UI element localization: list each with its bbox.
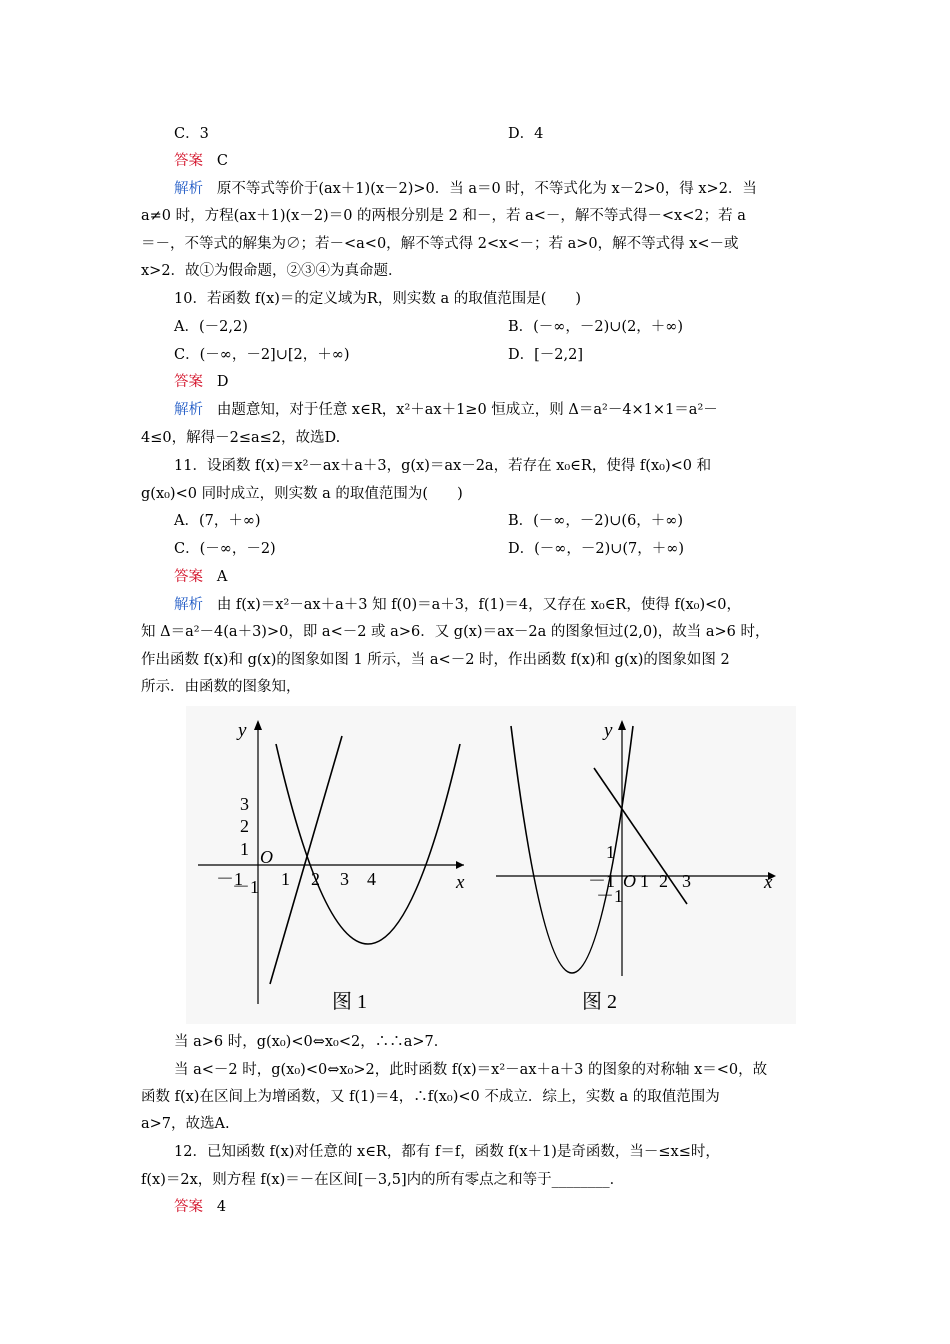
fig2-y-label: y — [604, 720, 613, 741]
function-graphs-figure — [186, 706, 796, 1024]
q10-answer — [174, 372, 228, 392]
q9-analysis-line-2: a≠0 时，方程(ax＋1)(x－2)＝0 的两根分别是 2 和－，若 a<－，解不等式得－<x<2；若 a — [141, 208, 746, 224]
q11-option-d: D．(－∞，－2)∪(7，＋∞) — [508, 541, 685, 557]
answer-value: D — [216, 374, 229, 390]
fig2-y-tick: 1 — [606, 842, 615, 862]
answer-value: C — [216, 153, 228, 169]
fig1-caption: 图 1 — [332, 991, 367, 1013]
q11-analysis-line-1 — [174, 595, 741, 615]
analysis-label: 解析 — [174, 597, 203, 613]
q11-stem-line-1: 11．设函数 f(x)＝x²－ax＋a＋3，g(x)＝ax－2a，若存在 x₀∈R，使得 f(x₀)<0 和 — [174, 458, 712, 474]
q11-option-c: C．(－∞，－2) — [174, 541, 276, 557]
q9-option-c: C．3 — [174, 126, 209, 142]
q10-option-d: D．[－2,2] — [508, 347, 583, 363]
answer-value: A — [216, 569, 228, 585]
fig2-caption: 图 2 — [582, 991, 617, 1013]
analysis-label: 解析 — [174, 181, 203, 197]
q11-answer — [174, 567, 227, 587]
q11-after-line-4: a>7，故选A. — [141, 1116, 230, 1132]
fig1-y-tick: 2 — [240, 816, 249, 836]
fig1-origin: O — [260, 847, 273, 867]
q11-stem-line-2: g(x₀)<0 同时成立，则实数 a 的取值范围为( ) — [141, 486, 463, 502]
fig1-x-tick: 3 — [340, 869, 349, 889]
answer-value: 4 — [216, 1199, 227, 1215]
q12-stem-line-2: f(x)＝2x，则方程 f(x)＝－在区间[－3,5]内的所有零点之和等于________． — [141, 1172, 625, 1188]
analysis-text: 由题意知，对于任意 x∈R，x²＋ax＋1≥0 恒成立，则 Δ＝a²－4×1×1＝a²－ — [216, 402, 718, 418]
q9-analysis-line-3: ＝－，不等式的解集为∅；若－<a<0，解不等式得 2<x<－；若 a>0，解不等式得 x<－或 — [141, 236, 739, 252]
analysis-text: 原不等式等价于(ax＋1)(x－2)>0．当 a＝0 时，不等式化为 x－2>0，得 x>2．当 — [216, 181, 757, 197]
answer-label: 答案 — [174, 374, 203, 390]
q12-stem-line-1: 12．已知函数 f(x)对任意的 x∈R，都有 f＝f，函数 f(x＋1)是奇函数，当－≤x≤时， — [174, 1144, 720, 1160]
fig1-x-tick: 1 — [281, 869, 290, 889]
q11-analysis-line-4: 所示．由函数的图象知， — [141, 679, 301, 695]
q11-after-line-3: 函数 f(x)在区间上为增函数，又 f(1)＝4，∴f(x₀)<0 不成立．综上，实数 a 的取值范围为 — [141, 1089, 720, 1105]
q12-answer — [174, 1197, 226, 1217]
q10-option-a: A．(－2,2) — [174, 319, 248, 335]
q11-analysis-line-2: 知 Δ＝a²－4(a＋3)>0，即 a<－2 或 a>6．又 g(x)＝ax－2a 的图象恒过(2,0)，故当 a>6 时， — [141, 624, 770, 640]
fig2-x-tick: 2 — [659, 871, 668, 891]
q11-option-a: A．(7，＋∞) — [174, 513, 261, 529]
fig1-y-tick: －1 — [232, 877, 259, 897]
answer-label: 答案 — [174, 569, 203, 585]
fig2-x-tick: －1 — [588, 871, 615, 891]
q9-option-d: D．4 — [508, 126, 544, 142]
analysis-text: 由 f(x)＝x²－ax＋a＋3 知 f(0)＝a＋3，f(1)＝4，又存在 x₀∈R，使得 f(x₀)<0， — [216, 597, 742, 613]
answer-label: 答案 — [174, 1199, 203, 1215]
q10-option-c: C．(－∞，－2]∪[2，＋∞) — [174, 347, 350, 363]
q9-answer — [174, 151, 228, 171]
fig2-origin: O — [623, 871, 636, 891]
q10-option-b: B．(－∞，－2)∪(2，＋∞) — [508, 319, 684, 335]
q11-option-b: B．(－∞，－2)∪(6，＋∞) — [508, 513, 684, 529]
fig1-y-tick: 3 — [240, 794, 249, 814]
fig1-x-tick: 4 — [367, 869, 376, 889]
fig2-x-tick: 1 — [640, 871, 649, 891]
fig1-x-label: x — [456, 872, 465, 893]
fig1-y-tick: 1 — [240, 839, 249, 859]
q10-analysis-line-1 — [174, 400, 718, 420]
analysis-label: 解析 — [174, 402, 203, 418]
fig1-x-tick: 2 — [311, 869, 320, 889]
q11-after-line-1: 当 a>6 时，g(x₀)<0⇔x₀<2，∴∴a>7． — [174, 1034, 449, 1050]
fig1-y-label: y — [238, 720, 247, 741]
fig2-y-tick: －1 — [596, 886, 623, 906]
q10-analysis-line-2: 4≤0，解得－2≤a≤2，故选D. — [141, 430, 341, 446]
answer-label: 答案 — [174, 153, 203, 169]
fig2-x-tick: 3 — [682, 871, 691, 891]
fig2-x-label: x — [764, 872, 773, 893]
q9-analysis-line-1 — [174, 179, 757, 199]
q11-after-line-2: 当 a<－2 时，g(x₀)<0⇔x₀>2，此时函数 f(x)＝x²－ax＋a＋3 的图象的对称轴 x＝<0，故 — [174, 1062, 768, 1078]
q9-analysis-line-4: x>2．故①为假命题，②③④为真命题． — [141, 263, 403, 279]
q11-analysis-line-3: 作出函数 f(x)和 g(x)的图象如图 1 所示，当 a<－2 时，作出函数 f(x)和 g(x)的图象如图 2 — [141, 652, 730, 668]
fig1-x-tick: －1 — [216, 869, 243, 889]
q10-stem: 10．若函数 f(x)＝的定义域为R，则实数 a 的取值范围是( ) — [174, 291, 582, 307]
